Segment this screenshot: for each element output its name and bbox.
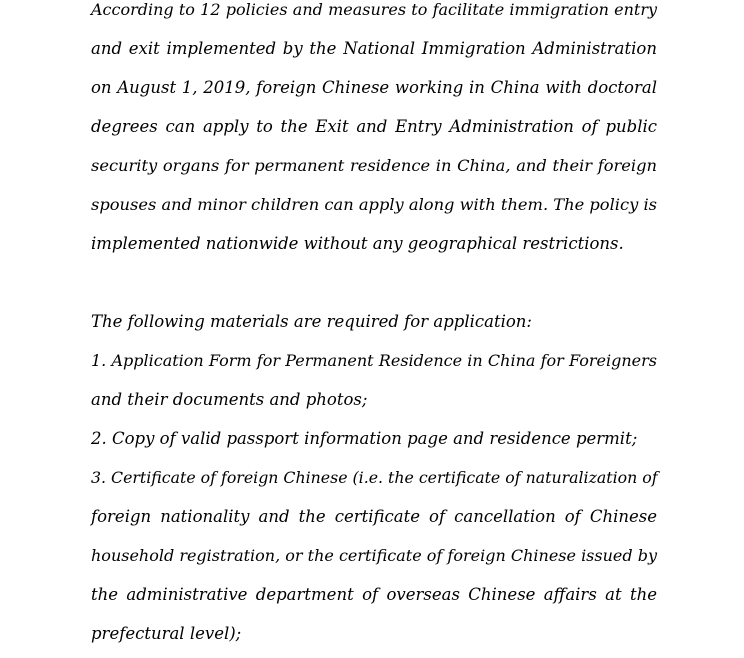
text-line: implemented nationwide without any geographical restrictions.	[91, 234, 624, 253]
text-line: According to 12 policies and measures to facilitate immigration entry	[91, 0, 657, 19]
material-item-line: 3. Certificate of foreign Chinese (i.e. the certificate of naturalization of	[91, 468, 658, 487]
text-line: security organs for permanent residence in China, and their foreign	[91, 156, 657, 175]
text-line: degrees can apply to the Exit and Entry Administration of public	[91, 117, 657, 136]
paragraph-gap	[91, 268, 657, 307]
material-item-line: prefectural level);	[91, 624, 242, 643]
material-item-line: and their documents and photos;	[91, 390, 368, 409]
material-item-line: household registration, or the certificate of foreign Chinese issued by	[91, 546, 657, 565]
material-item-line: 2. Copy of valid passport information page and residence permit;	[91, 429, 638, 448]
material-item-line: 1. Application Form for Permanent Residence in China for Foreigners	[91, 351, 657, 370]
intro-paragraph	[91, 0, 657, 268]
text-line: on August 1, 2019, foreign Chinese working in China with doctoral	[91, 78, 657, 97]
text-line: and exit implemented by the National Immigration Administration	[91, 39, 657, 58]
text-line: spouses and minor children can apply along with them. The policy is	[91, 195, 657, 214]
material-item-line: the administrative department of overseas Chinese affairs at the	[91, 585, 657, 604]
materials-section	[91, 307, 657, 658]
materials-heading: The following materials are required for application:	[91, 312, 532, 331]
material-item-line: foreign nationality and the certificate of cancellation of Chinese	[91, 507, 657, 526]
document-body	[91, 0, 657, 658]
